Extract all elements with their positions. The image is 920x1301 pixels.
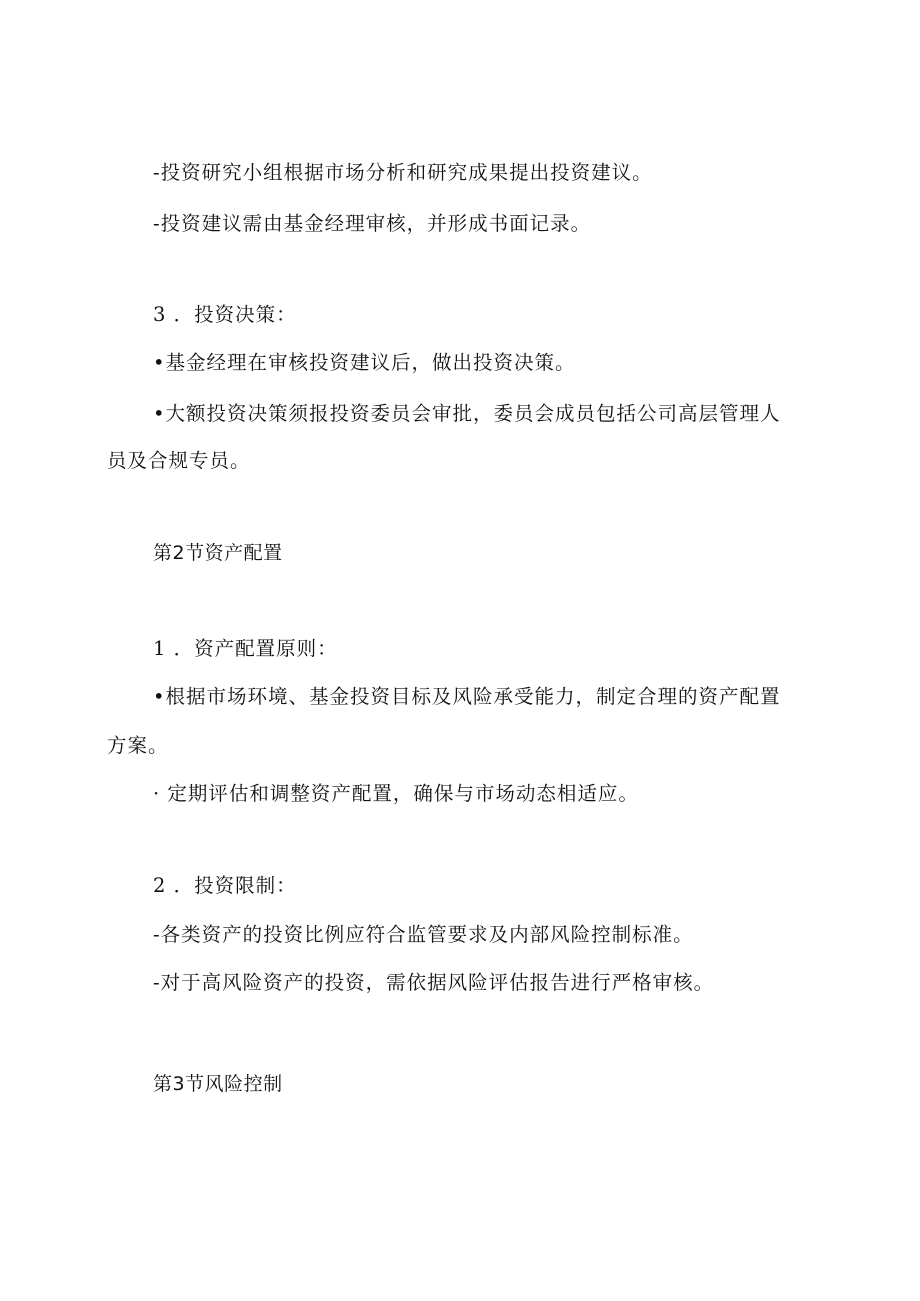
text-line: •大额投资决策须报投资委员会审批，委员会成员包括公司高层管理人: [153, 402, 781, 425]
list-heading: 2 ．投资限制：: [153, 874, 297, 897]
text-line: -各类资产的投资比例应符合监管要求及内部风险控制标准。: [153, 923, 694, 946]
section-heading: 第3节风险控制: [153, 1073, 283, 1095]
text-line: -对于高风险资产的投资，需依据风险评估报告进行严格审核。: [153, 971, 715, 994]
text-line-continued: 方案。: [107, 734, 169, 757]
text-line-continued: 员及合规专员。: [107, 449, 251, 472]
list-heading: 3 ．投资决策：: [153, 303, 297, 326]
text-line: •基金经理在审核投资建议后，做出投资决策。: [153, 351, 576, 374]
text-line: · 定期评估和调整资产配置，确保与市场动态相适应。: [153, 782, 639, 805]
text-line: •根据市场环境、基金投资目标及风险承受能力，制定合理的资产配置: [153, 685, 781, 708]
text-line: -投资建议需由基金经理审核，并形成书面记录。: [153, 212, 592, 235]
section-heading: 第2节资产配置: [153, 542, 283, 564]
text-line: -投资研究小组根据市场分析和研究成果提出投资建议。: [153, 161, 653, 184]
list-heading: 1 ．资产配置原则：: [153, 637, 338, 660]
